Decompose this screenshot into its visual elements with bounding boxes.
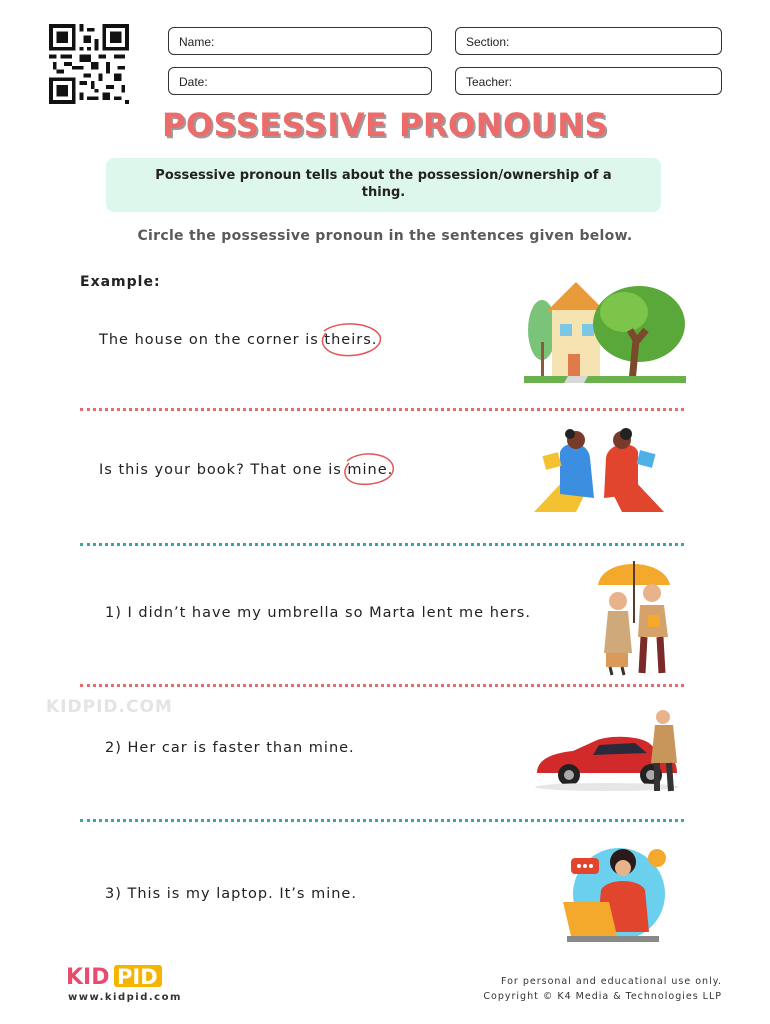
section-field[interactable]: Section: [455,27,722,55]
laptop-woman-icon [557,840,677,950]
usage-text: For personal and educational use only. [500,976,722,987]
circled-answer [347,462,387,478]
teacher-field[interactable]: Teacher: [455,67,722,95]
sentence-text: Is this your book? That one is [99,462,348,478]
sentence-text: The house on the corner is [99,332,325,348]
house-tree-icon [524,282,686,386]
circled-word: theirs. [324,332,378,348]
circled-word: mine [347,462,388,478]
example-sentence-2 [99,462,393,478]
watermark: KIDPID.COM [46,697,173,717]
kidpid-logo-icon [66,962,166,990]
girls-reading-icon [530,428,668,516]
exercise-sentence-2: 2) Her car is faster than mine. [105,740,355,756]
divider-red [80,684,684,687]
circled-answer [324,332,377,348]
circle-mark-icon [341,452,401,492]
copyright-text: Copyright © K4 Media & Technologies LLP [483,991,722,1002]
divider-red [80,408,684,411]
example-label: Example: [80,274,161,290]
sentence-tail: . [387,462,394,478]
instruction-text: Circle the possessive pronoun in the sentences given below. [137,228,633,244]
definition-text: Possessive pronoun tells about the possession/ownership of a thing. [155,168,612,200]
couple-umbrella-icon [590,553,676,677]
svg-text:KID: KID [66,965,110,990]
divider-teal [80,543,684,546]
date-field[interactable]: Date: [168,67,432,95]
exercise-sentence-3: 3) This is my laptop. It’s mine. [105,886,357,902]
circle-mark-icon [318,322,388,362]
divider-teal [80,819,684,822]
footer-notice [483,974,722,1004]
exercise-sentence-1: 1) I didn’t have my umbrella so Marta lent me hers. [105,605,531,621]
car-man-icon [533,707,693,795]
example-sentence-1 [99,332,377,348]
page-title: POSSESSIVE PRONOUNS [161,106,609,144]
qr-code-icon [48,24,130,104]
website-text: www.kidpid.com [68,992,182,1003]
name-field[interactable]: Name: [168,27,432,55]
definition-box [106,158,661,212]
svg-text:PID: PID [117,965,158,989]
